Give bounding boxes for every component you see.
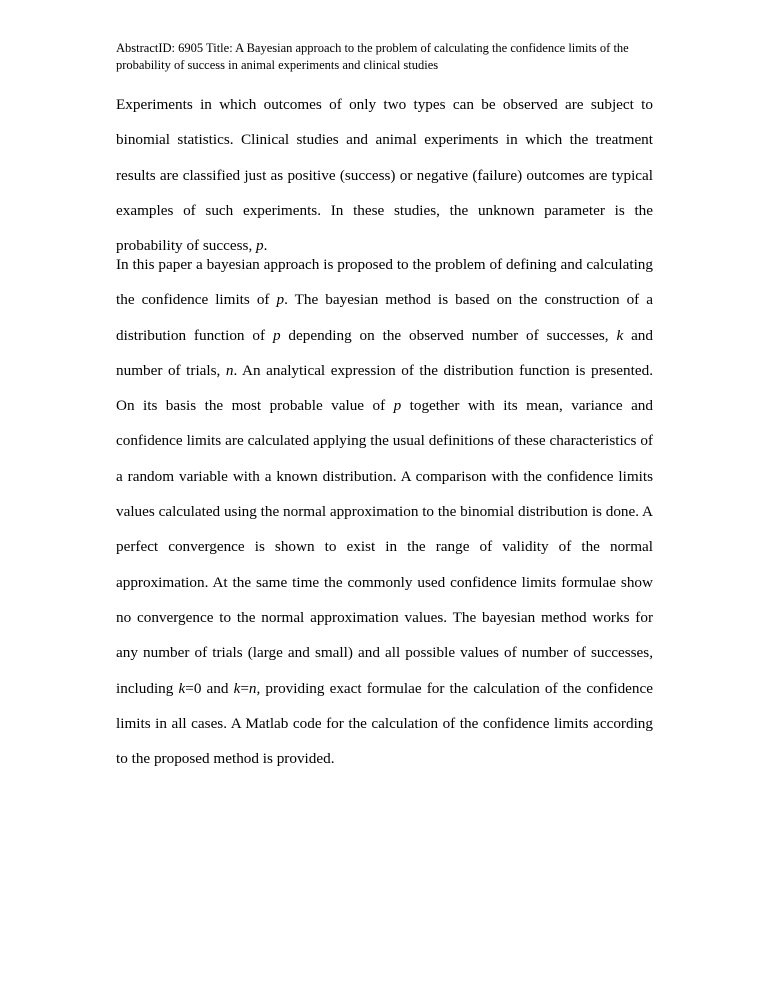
paragraph-1-text: . bbox=[263, 237, 268, 255]
paragraph-2-text: =0 and bbox=[185, 679, 234, 697]
paragraph-2-text: In this paper a bayesian approach is proposed to the problem of defining and calculating the confidence limits of bbox=[116, 256, 653, 309]
paragraph-2-text: , providing exact formulae for the calculation of the confidence limits in all cases. A Matlab code for the calculation of the confidence limits according to the proposed method is provided. bbox=[116, 679, 653, 768]
paragraph-1-text: Experiments in which outcomes of only two types can be observed are subject to binomial statistics. Clinical studies and animal experiments in which the treatment results are classified just as positive (success) or negative (failure) outcomes are typical examples of such experiments. In these studies, the unknown parameter is the probability of success, bbox=[116, 96, 653, 255]
variable-p: p bbox=[276, 291, 285, 309]
paragraph-2 bbox=[116, 247, 653, 776]
variable-p: p bbox=[256, 237, 264, 255]
paragraph-1 bbox=[116, 87, 653, 263]
variable-k: k bbox=[616, 326, 624, 344]
variable-n: n bbox=[248, 679, 257, 697]
paragraph-2-text: and number of trials, bbox=[116, 326, 653, 379]
paragraph-2-text: . An analytical expression of the distribution function is presented. On its basis the most probable value of bbox=[116, 361, 653, 415]
variable-k: k bbox=[233, 679, 241, 697]
paragraph-2-text: together with its mean, variance and confidence limits are calculated applying the usual definitions of these characteristics of a random variable with a known distribution. A comparison with the confidence limits values calculated using the normal approximation to the binomial distribution is done. A perfect convergence is shown to exist in the range of validity of the normal approximation. At the same time the commonly used confidence limits formulae show no convergence to the normal approximation values. The bayesian method works for any number of trials (large and small) and all possible values of number of successes, including bbox=[116, 397, 653, 697]
paragraph-2-text: . The bayesian method is based on the construction of a distribution function of bbox=[116, 291, 653, 344]
paragraph-2-text: depending on the observed number of successes, bbox=[280, 326, 617, 344]
paragraph-2-text: = bbox=[240, 679, 249, 697]
abstract-header: AbstractID: 6905 Title: A Bayesian approach to the problem of calculating the confidence limits of the probability of success in animal experiments and clinical studies bbox=[116, 41, 629, 72]
variable-p: p bbox=[272, 326, 281, 344]
variable-n: n bbox=[225, 361, 234, 379]
variable-p: p bbox=[393, 397, 402, 415]
variable-k: k bbox=[178, 679, 186, 697]
